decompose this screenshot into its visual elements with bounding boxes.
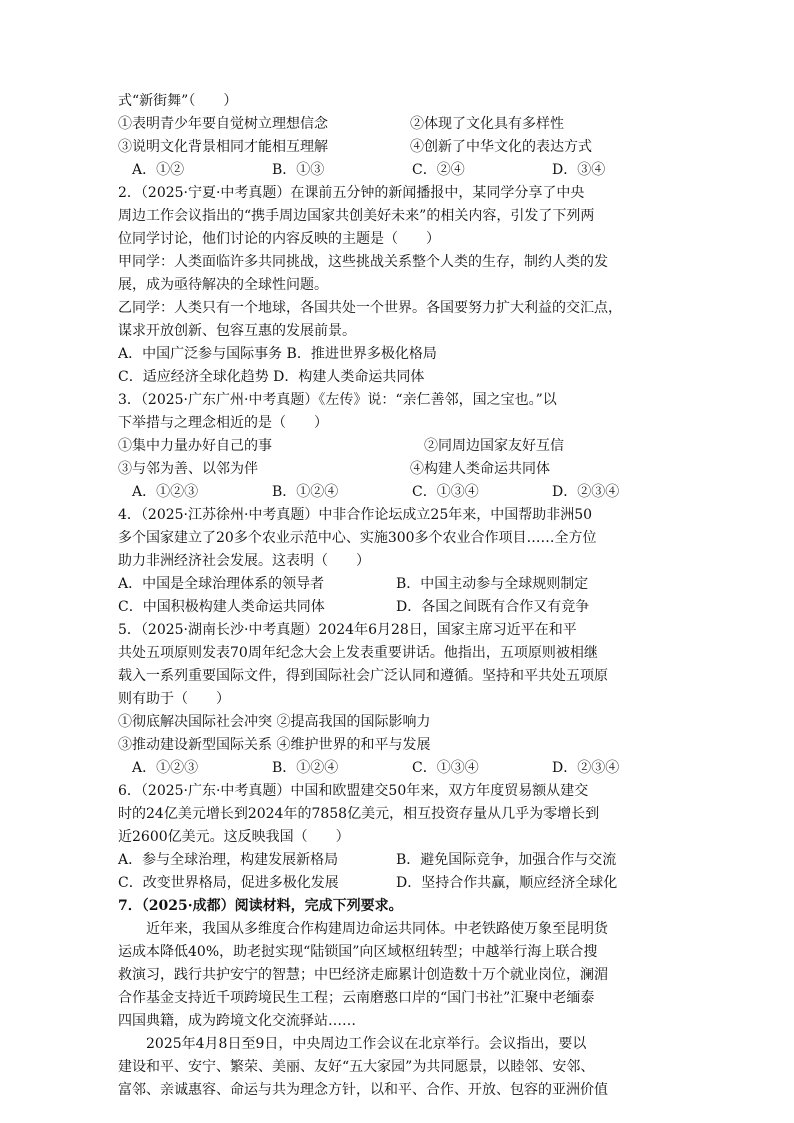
q7-material-p1-line3: 救演习，践行共护安宁的智慧；中巴经济走廊累计创造数十万个就业岗位，澜湄	[118, 967, 608, 983]
q7-material-p2-line1: 2025年4月8日至9日，中央周边工作会议在北京举行。会议指出，要以	[146, 1036, 587, 1052]
q1-item-4: ④创新了中华文化的表达方式	[410, 139, 592, 155]
q4-stem-line1: 4．（2025·江苏徐州·中考真题）中非合作论坛成立25年来，中国帮助非洲50	[118, 507, 593, 523]
q4-stem-line2: 多个国家建立了20多个农业示范中心、实施300多个农业合作项目……全方位	[118, 530, 597, 546]
q2-stem-line3: 位同学讨论，他们讨论的内容反映的主题是（ ）	[118, 231, 440, 247]
q5-choice-d: D．②③④	[552, 760, 620, 776]
q3-stem-line1: 3．（2025·广东广州·中考真题）《左传》说：“亲仁善邻，国之宝也。”以	[118, 392, 557, 408]
q3-item-1: ①集中力量办好自己的事	[118, 438, 272, 454]
q6-choice-a: A．参与全球治理，构建发展新格局	[118, 852, 339, 868]
q7-material-p2-line2: 建设和平、安宁、繁荣、美丽、友好“五大家园”为共同愿景，以睦邻、安邻、	[118, 1059, 595, 1075]
q1-choices	[118, 159, 678, 182]
q2-stem-line1: 2．（2025·宁夏·中考真题）在课前五分钟的新闻播报中，某同学分享了中央	[118, 185, 585, 201]
q2-student-a-line2: 展，成为亟待解决的全球性问题。	[118, 277, 328, 293]
q5-stem-line2: 共处五项原则发表70周年纪念大会上发表重要讲话。他指出，五项原则被相继	[118, 645, 598, 661]
q6-choice-c: C．改变世界格局，促进多极化发展	[118, 875, 339, 891]
q6-stem-line3: 近2600亿美元。这反映我国（ ）	[118, 829, 350, 845]
q3-choice-a: A．①②③	[132, 484, 199, 500]
q3-options-row2	[118, 458, 678, 481]
q2-student-a-line1: 甲同学：人类面临许多共同挑战，这些挑战关系整个人类的生存，制约人类的发	[118, 254, 608, 270]
q1-item-3: ③说明文化背景相同才能相互理解	[118, 139, 328, 155]
q6-choices-cd	[118, 872, 678, 895]
q7-material-p1-line1: 近年来，我国从多维度合作构建周边命运共同体。中老铁路使万象至昆明货	[146, 921, 608, 937]
q7-material-p1-line4: 合作基金支持近千项跨境民生工程；云南磨憨口岸的“国门书社”汇聚中老缅泰	[118, 990, 595, 1006]
q7-material-p2-line3: 富邻、亲诚惠容、命运与共为理念方针，以和平、合作、开放、包容的亚洲价值	[118, 1082, 608, 1098]
q3-choice-c: C．①③④	[412, 484, 479, 500]
q4-choice-a: A．中国是全球治理体系的领导者	[118, 576, 325, 592]
q7-material-p1-line2: 运成本降低40%，助老挝实现“陆锁国”向区域枢纽转型；中越举行海上联合搜	[118, 944, 598, 960]
q7-heading: 7．（2025·成都）阅读材料，完成下列要求。	[118, 898, 403, 914]
exam-content	[118, 90, 678, 1102]
q6-choice-d: D．坚持合作共赢，顺应经济全球化	[396, 875, 618, 891]
q3-choice-b: B．①②④	[272, 484, 339, 500]
q2-choices-ab: A．中国广泛参与国际事务 B．推进世界多极化格局	[118, 346, 437, 362]
q3-item-2: ②同周边国家友好互信	[424, 438, 564, 454]
q4-choice-c: C．中国积极构建人类命运共同体	[118, 599, 325, 615]
q3-item-4: ④构建人类命运共同体	[410, 461, 550, 477]
q4-stem-line3: 助力非洲经济社会发展。这表明（ ）	[118, 553, 370, 569]
q2-choices-cd: C．适应经济全球化趋势 D．构建人类命运共同体	[118, 369, 425, 385]
q5-stem-line3: 载入一系列重要国际文件，得到国际社会广泛认同和遵循。坚持和平共处五项原	[118, 668, 608, 684]
q3-stem-line2: 下举措与之理念相近的是（ ）	[118, 415, 328, 431]
q1-options-row1	[118, 113, 678, 136]
q1-choice-a: A．①②	[132, 162, 185, 178]
q5-choice-c: C．①③④	[412, 760, 479, 776]
q7-material-p1-line5: 四国典籍，成为跨境文化交流驿站……	[118, 1013, 356, 1029]
q5-choices	[118, 757, 678, 780]
q4-choice-d: D．各国之间既有合作又有竞争	[396, 599, 590, 615]
q2-student-b-line1: 乙同学：人类只有一个地球，各国共处一个世界。各国要努力扩大利益的交汇点，	[118, 300, 622, 316]
q2-student-b-line2: 谋求开放创新、包容互惠的发展前景。	[118, 323, 356, 339]
q4-choice-b: B．中国主动参与全球规则制定	[396, 576, 589, 592]
q6-stem-line1: 6．（2025·广东·中考真题）中国和欧盟建交50年来，双方年度贸易额从建交	[118, 783, 589, 799]
q6-choices-ab	[118, 849, 678, 872]
q6-stem-line2: 时的24亿美元增长到2024年的7858亿美元，相互投资存量从几乎为零增长到	[118, 806, 600, 822]
q5-stem-line4: 则有助于（ ）	[118, 691, 230, 707]
q5-stem-line1: 5．（2025·湖南长沙·中考真题）2024年6月28日，国家主席习近平在和平	[118, 622, 577, 638]
q3-item-3: ③与邻为善、以邻为伴	[118, 461, 258, 477]
q3-choice-d: D．②③④	[552, 484, 620, 500]
q3-choices	[118, 481, 678, 504]
q1-stem-end: 式“新街舞”（ ）	[118, 93, 238, 109]
q2-stem-line2: 周边工作会议指出的“携手周边国家共创美好未来”的相关内容，引发了下列两	[118, 208, 595, 224]
q1-options-row2	[118, 136, 678, 159]
q6-choice-b: B．避免国际竞争，加强合作与交流	[396, 852, 617, 868]
q5-choice-b: B．①②④	[272, 760, 339, 776]
q1-choice-c: C．②④	[412, 162, 465, 178]
q1-item-1: ①表明青少年要自觉树立理想信念	[118, 116, 328, 132]
q1-choice-d: D．③④	[552, 162, 606, 178]
q3-options-row1	[118, 435, 678, 458]
q1-choice-b: B．①③	[272, 162, 325, 178]
q4-choices-cd	[118, 596, 678, 619]
q5-items-12: ①彻底解决国际社会冲突 ②提高我国的国际影响力	[118, 714, 431, 730]
q5-items-34: ③推动建设新型国际关系 ④维护世界的和平与发展	[118, 737, 431, 753]
q1-item-2: ②体现了文化具有多样性	[410, 116, 564, 132]
q5-choice-a: A．①②③	[132, 760, 199, 776]
q4-choices-ab	[118, 573, 678, 596]
